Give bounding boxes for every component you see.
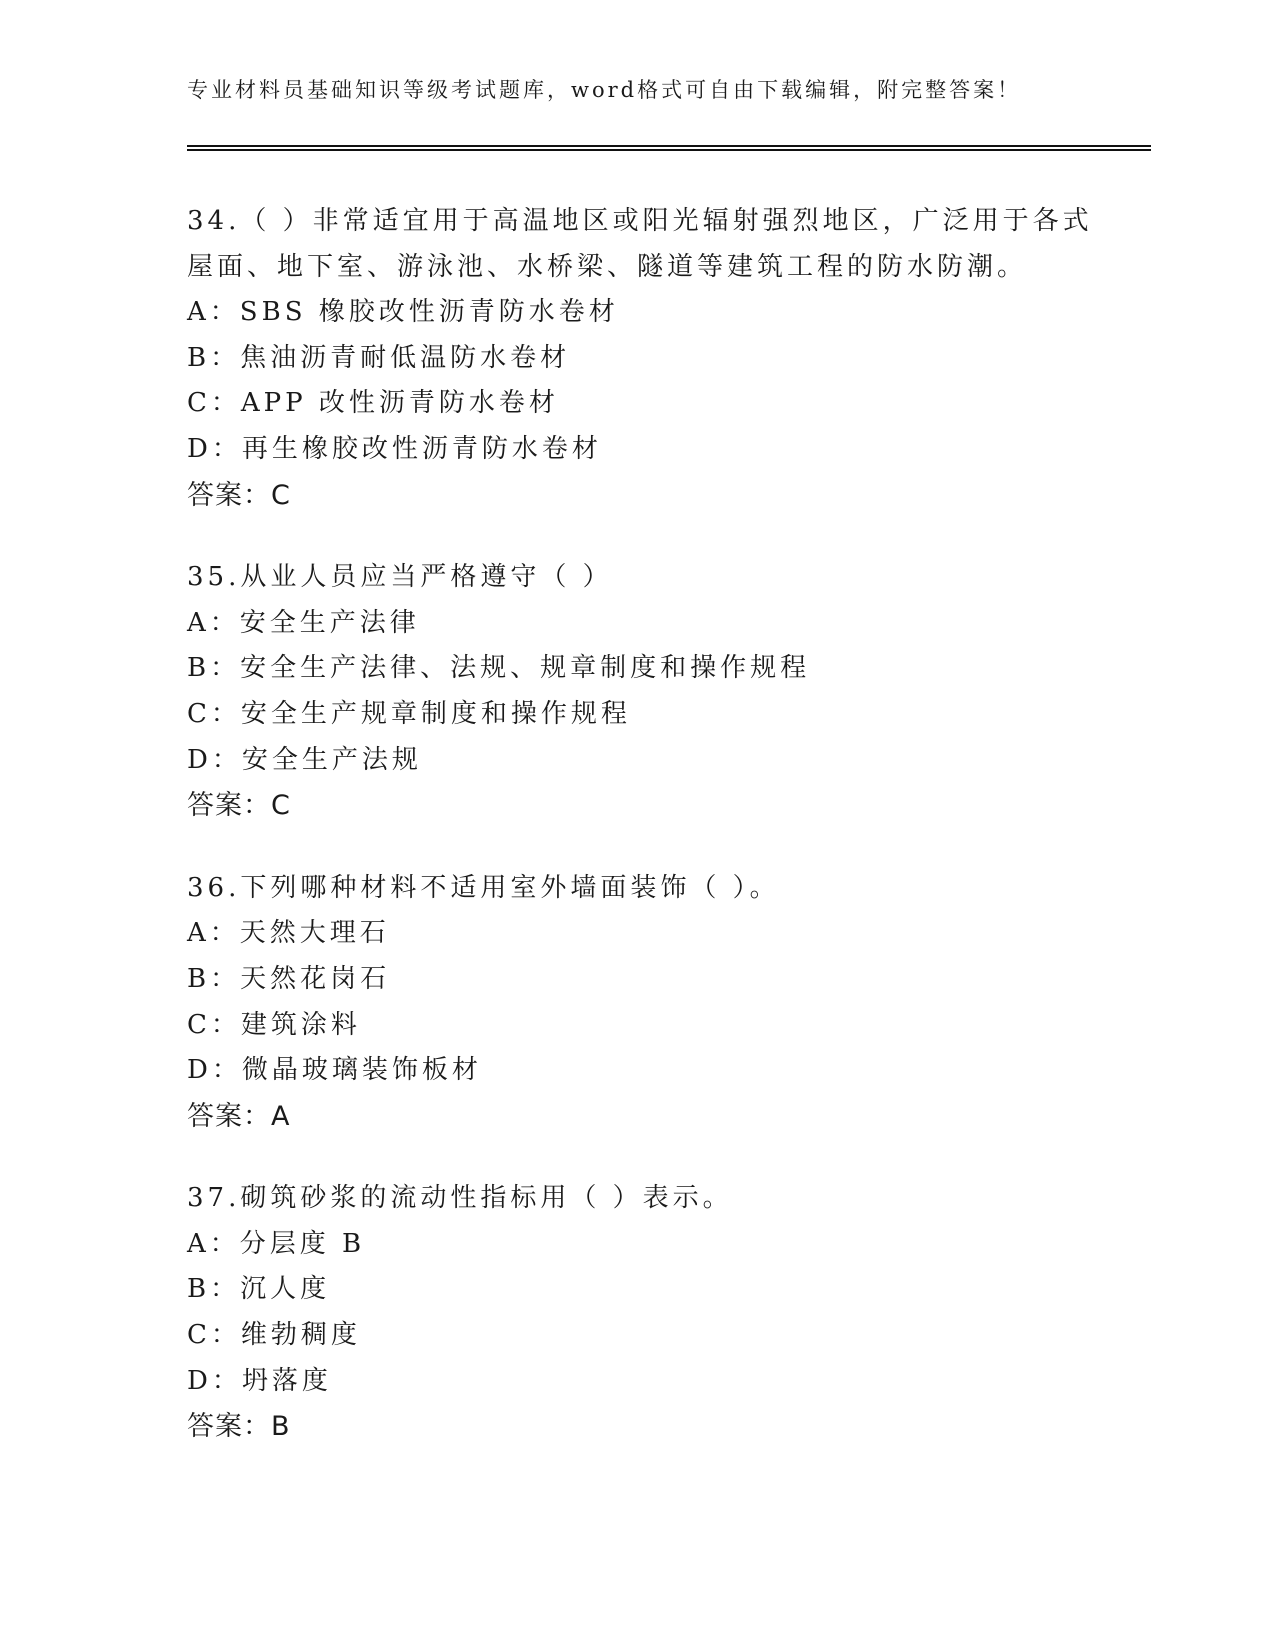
option-c: C：维勃稠度	[187, 1320, 361, 1351]
question-stem-line: 35.从业人员应当严格遵守（ ）	[187, 562, 613, 593]
option-b: B：焦油沥青耐低温防水卷材	[187, 342, 571, 373]
question-36	[187, 866, 1107, 1140]
question-stem-line: 34.（ ）非常适宜用于高温地区或阳光辐射强烈地区，广泛用于各式	[187, 206, 1093, 236]
option-d: D：微晶玻璃装饰板材	[187, 1055, 482, 1086]
question-stem-line: 37.砌筑砂浆的流动性指标用（ ）表示。	[187, 1183, 733, 1214]
question-35	[187, 555, 1107, 829]
option-b: B：天然花岗石	[187, 963, 391, 994]
question-stem-line: 屋面、地下室、游泳池、水桥梁、隧道等建筑工程的防水防潮。	[187, 251, 1028, 282]
question-37	[187, 1176, 1107, 1450]
option-d: D：再生橡胶改性沥青防水卷材	[187, 433, 602, 464]
option-c: C：APP 改性沥青防水卷材	[187, 388, 559, 419]
option-c: C：建筑涂料	[187, 1009, 361, 1040]
option-b: B：安全生产法律、法规、规章制度和操作规程	[187, 653, 811, 684]
option-b: B：沉人度	[187, 1274, 331, 1305]
option-d: D：安全生产法规	[187, 744, 422, 775]
answer: 答案：A	[187, 1100, 291, 1132]
header-double-rule	[187, 145, 1151, 151]
option-c: C：安全生产规章制度和操作规程	[187, 698, 631, 729]
option-a: A：SBS 橡胶改性沥青防水卷材	[187, 297, 619, 328]
answer: 答案：B	[187, 1411, 291, 1443]
question-list	[187, 199, 1107, 1487]
question-34	[187, 199, 1107, 518]
answer: 答案：C	[187, 790, 291, 822]
page-header: 专业材料员基础知识等级考试题库，word格式可自由下载编辑，附完整答案！	[187, 78, 1022, 102]
option-a: A：天然大理石	[187, 918, 390, 949]
option-a: A：分层度 B	[187, 1228, 366, 1259]
answer: 答案：C	[187, 479, 291, 511]
question-stem-line: 36.下列哪种材料不适用室外墙面装饰（ ）。	[187, 872, 780, 903]
option-a: A：安全生产法律	[187, 607, 420, 638]
option-d: D：坍落度	[187, 1365, 332, 1396]
